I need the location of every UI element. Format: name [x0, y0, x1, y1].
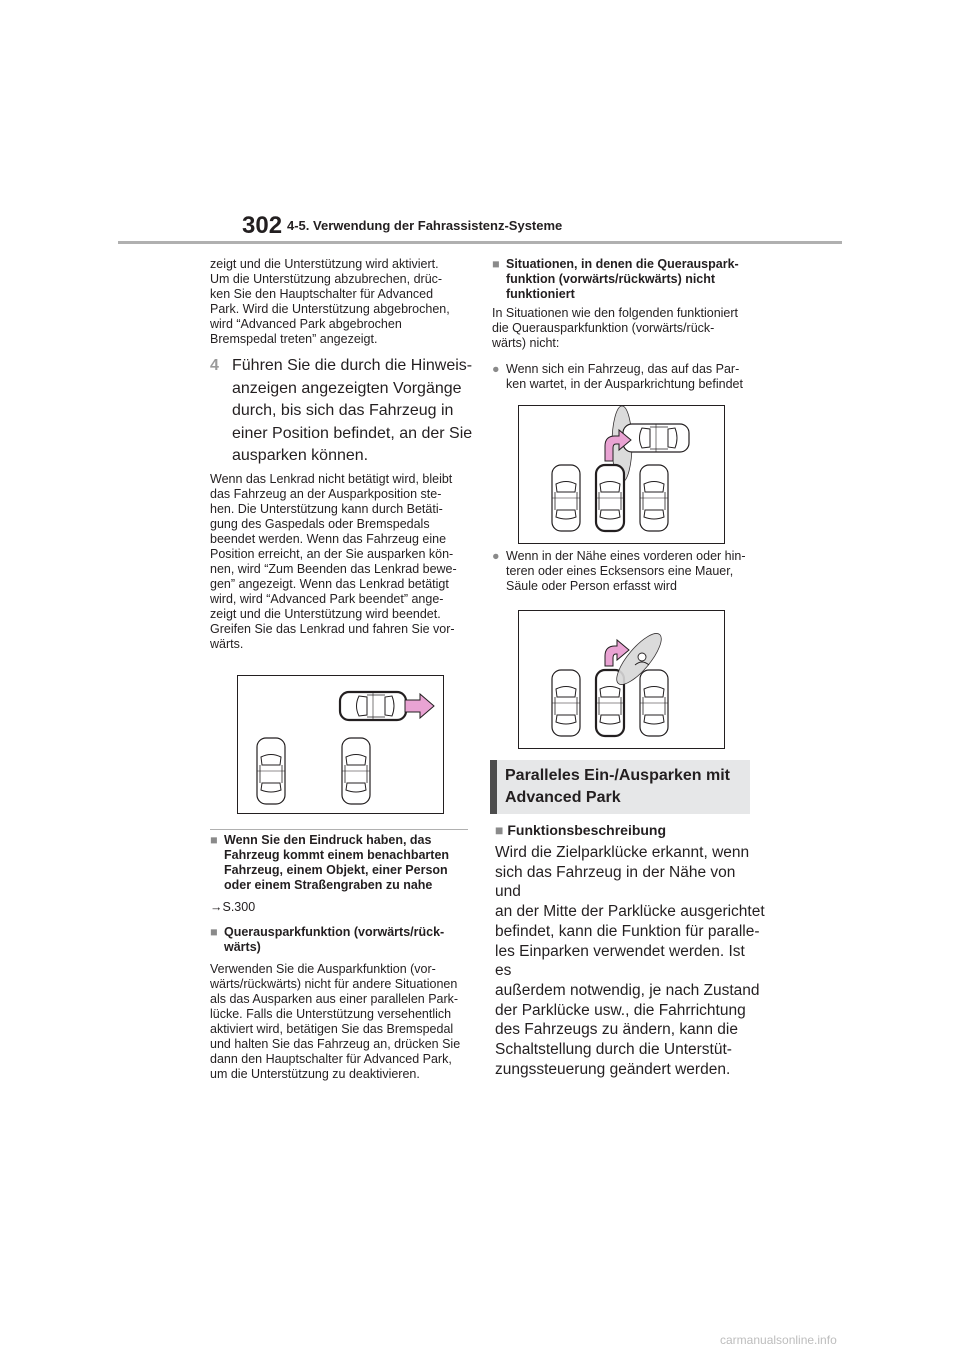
- heading-cross-exit: [210, 925, 472, 955]
- heading-too-close: [210, 833, 472, 893]
- step-line: Führen Sie die durch die Hinweis-: [232, 357, 473, 374]
- parked-car-icon: [640, 670, 668, 736]
- text-line: ken wartet, in der Ausparkrichtung befindet: [506, 377, 743, 391]
- text-line: teren oder eines Ecksensors eine Mauer,: [506, 564, 734, 578]
- heading-line: Wenn Sie den Eindruck haben, das: [224, 833, 432, 847]
- heading-line: Fahrzeug kommt einem benachbarten: [224, 848, 450, 862]
- own-car-icon: [340, 692, 406, 720]
- page-number: 302: [242, 212, 283, 239]
- text-line: Position erreicht, an der Sie ausparken kön-: [210, 547, 454, 561]
- heading-line: funktioniert: [506, 287, 575, 301]
- step-number: 4: [210, 357, 219, 374]
- text-line: Verwenden Sie die Ausparkfunktion (vor-: [210, 962, 436, 976]
- text-line: Wenn in der Nähe eines vorderen oder hin-: [506, 549, 746, 563]
- text-line: les Einparken verwendet werden. Ist es: [495, 942, 745, 980]
- text-line: gung des Gaspedals oder Bremspedals: [210, 517, 430, 531]
- parked-car-icon: [552, 465, 580, 531]
- square-marker-icon: ■: [495, 822, 504, 838]
- text-line: Wenn das Lenkrad nicht betätigt wird, bleibt: [210, 472, 453, 486]
- step-line: anzeigen angezeigten Vorgänge: [232, 379, 462, 397]
- heading-function-description: [495, 822, 666, 838]
- square-marker-icon: ■: [210, 833, 218, 847]
- text-line: dann den Hauptschalter für Advanced Park,: [210, 1052, 452, 1066]
- text-line: außerdem notwendig, je nach Zustand: [495, 981, 760, 999]
- section-title: [505, 765, 730, 809]
- bullet-waiting-vehicle: [492, 362, 757, 392]
- section-title-line: Advanced Park: [505, 789, 621, 806]
- text-line: wärts) nicht:: [492, 336, 560, 350]
- parking-illustration: [238, 676, 443, 813]
- text-line: um die Unterstützung zu deaktivieren.: [210, 1067, 420, 1081]
- step-4: [210, 355, 480, 468]
- parking-illustration: [519, 406, 724, 543]
- text-line: die Querausparkfunktion (vorwärts/rück-: [492, 321, 715, 335]
- bullet-wall-detected: [492, 549, 757, 594]
- square-marker-icon: ■: [492, 257, 500, 271]
- paragraph-step4-note: [210, 472, 472, 652]
- text-line: Um die Unterstützung abzubrechen, drüc-: [210, 272, 443, 286]
- section-title-line: Paralleles Ein-/Ausparken mit: [505, 767, 730, 784]
- header-divider: [118, 241, 842, 244]
- own-car-icon: [596, 465, 624, 531]
- text-line: und halten Sie das Fahrzeug an, drücken Sie: [210, 1037, 461, 1051]
- bullet-icon: ●: [492, 549, 500, 563]
- text-line: der Parklücke usw., die Fahrrichtung: [495, 1001, 746, 1019]
- text-line: wärts/rückwärts) nicht für andere Situationen: [210, 977, 458, 991]
- text-line: befindet, kann die Funktion für paralle-: [495, 922, 760, 940]
- parked-car-icon: [552, 670, 580, 736]
- paragraph-function-description: [495, 843, 765, 1079]
- heading-not-working: [492, 257, 757, 302]
- paragraph-situations: [492, 306, 757, 351]
- text-line: hen. Die Unterstützung kann durch Betäti-: [210, 502, 443, 516]
- text-line: Bremspedal treten” angezeigt.: [210, 332, 378, 346]
- bullet-icon: ●: [492, 362, 500, 376]
- parked-car-icon: [257, 738, 285, 804]
- text-line: Wird die Zielparklücke erkannt, wenn: [495, 844, 750, 861]
- text-line: des Fahrzeugs zu ändern, kann die: [495, 1021, 738, 1039]
- heading-line: wärts): [224, 940, 261, 954]
- text-line: als das Ausparken aus einer parallelen Park-: [210, 992, 459, 1006]
- figure-obstacle-detected: [518, 610, 725, 749]
- heading-line: funktion (vorwärts/rückwärts) nicht: [506, 272, 716, 286]
- figure-exit-forward: [237, 675, 444, 814]
- watermark: carmanualsonline.info: [720, 1333, 837, 1347]
- square-marker-icon: ■: [210, 925, 218, 939]
- step-line: ausparken können.: [232, 447, 369, 464]
- divider: [210, 829, 468, 830]
- text-line: sich das Fahrzeug in der Nähe von und: [495, 863, 736, 901]
- text-line: zeigt und die Unterstützung wird beendet.: [210, 607, 441, 621]
- parking-illustration: [519, 611, 724, 748]
- figure-vehicle-waiting: [518, 405, 725, 544]
- heading-line: Fahrzeug, einem Objekt, einer Person: [224, 863, 448, 877]
- text-line: ken Sie den Hauptschalter für Advanced: [210, 287, 434, 301]
- text-line: wird, wird “Advanced Park beendet” ange-: [210, 592, 444, 606]
- heading-line: Querausparkfunktion (vorwärts/rück-: [224, 925, 445, 939]
- text-line: wärts.: [210, 637, 244, 651]
- step-line: einer Position befindet, an der Sie: [232, 424, 473, 442]
- text-line: Schaltstellung durch die Unterstüt-: [495, 1041, 732, 1059]
- paragraph-cross-exit: [210, 962, 472, 1082]
- direction-arrow-icon: [405, 694, 434, 718]
- text-line: Park. Wird die Unterstützung abgebrochen,: [210, 302, 450, 316]
- chapter-title: 4-5. Verwendung der Fahrassistenz-Systeme: [287, 218, 563, 233]
- text-line: an der Mitte der Parklücke ausgerichtet: [495, 903, 765, 921]
- text-line: nen, wird “Zum Beenden das Lenkrad bewe-: [210, 562, 457, 576]
- parked-car-icon: [640, 465, 668, 531]
- text-line: aktiviert wird, betätigen Sie das Bremspedal: [210, 1022, 454, 1036]
- heading-text: Funktionsbeschreibung: [507, 822, 667, 838]
- page-reference[interactable]: →S.300: [210, 900, 256, 914]
- text-line: Greifen Sie das Lenkrad und fahren Sie vor-: [210, 622, 455, 636]
- text-line: zeigt und die Unterstützung wird aktiviert.: [210, 257, 439, 271]
- parked-car-icon: [342, 738, 370, 804]
- text-line: zungssteuerung geändert werden.: [495, 1060, 731, 1078]
- text-line: gen” angezeigt. Wenn das Lenkrad betätigt: [210, 577, 449, 591]
- text-line: Säule oder Person erfasst wird: [506, 579, 677, 593]
- section-heading-bar: [490, 760, 497, 814]
- text-line: In Situationen wie den folgenden funktioniert: [492, 306, 739, 320]
- paragraph-intro: [210, 257, 472, 347]
- text-line: wird “Advanced Park abgebrochen: [210, 317, 402, 331]
- text-line: lücke. Falls die Unterstützung versehentlich: [210, 1007, 452, 1021]
- step-line: durch, bis sich das Fahrzeug in: [232, 402, 454, 419]
- text-line: Wenn sich ein Fahrzeug, das auf das Par-: [506, 362, 740, 376]
- heading-line: oder einem Straßengraben zu nahe: [224, 878, 433, 892]
- heading-line: Situationen, in denen die Querauspark-: [506, 257, 739, 271]
- waiting-car-icon: [623, 424, 689, 452]
- text-line: das Fahrzeug an der Ausparkposition ste-: [210, 487, 442, 501]
- text-line: beendet werden. Wenn das Fahrzeug eine: [210, 532, 447, 546]
